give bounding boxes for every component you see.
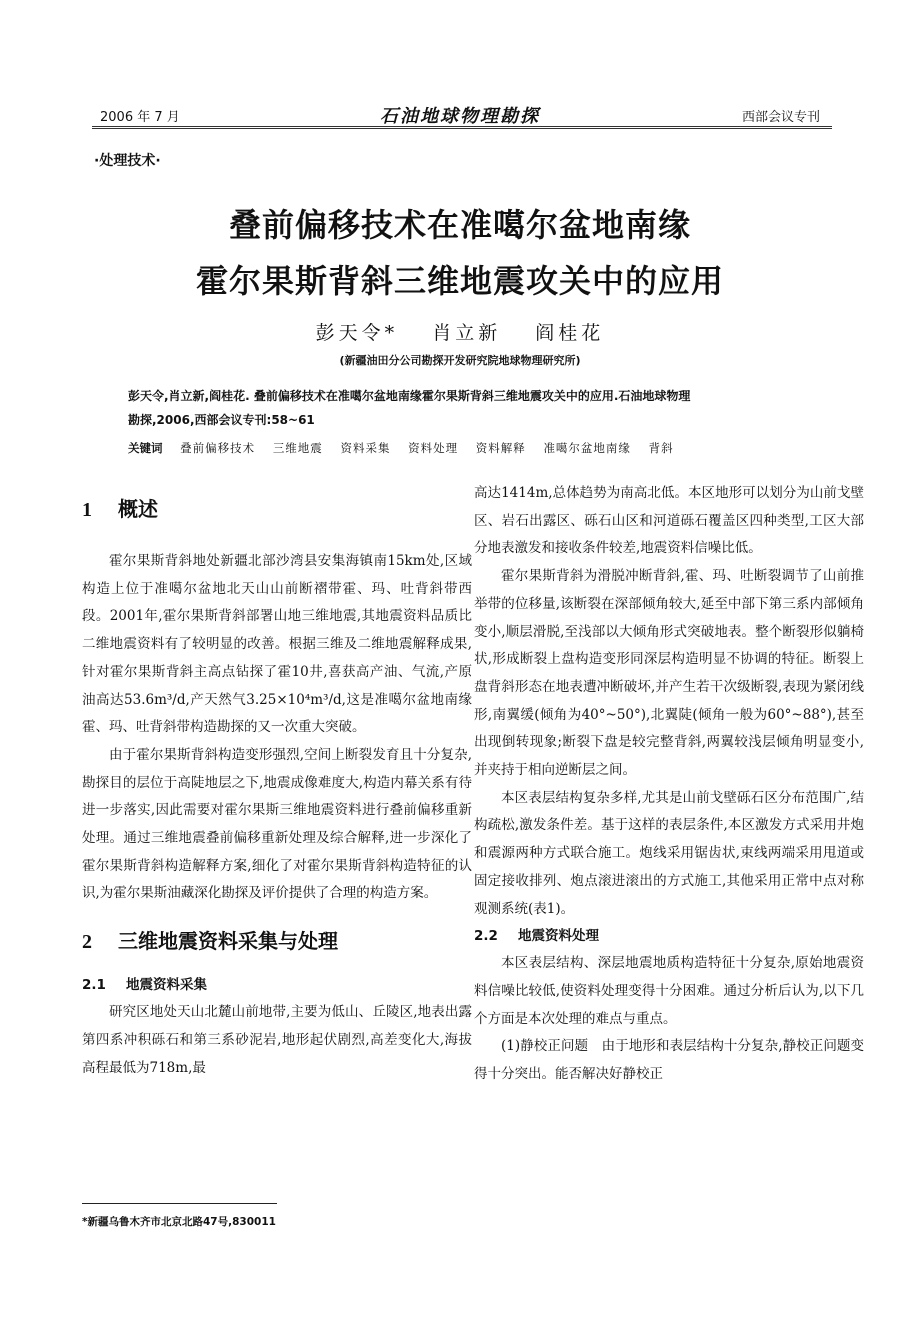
subsection-title: 地震资料采集 xyxy=(126,977,207,994)
subsection-heading-2-1 xyxy=(82,972,472,999)
keyword: 资料采集 xyxy=(340,441,391,455)
subsection-title: 地震资料处理 xyxy=(518,928,599,945)
author: 彭天令* xyxy=(315,322,399,344)
subsection-number: 2.1 xyxy=(82,977,106,994)
left-column xyxy=(82,494,472,1082)
body-paragraph: (1)静校正问题 由于地形和表层结构十分复杂,静校正问题变得十分突出。能否解决好静校正 xyxy=(474,1038,864,1083)
keywords-block xyxy=(128,440,808,456)
body-paragraph: 由于霍尔果斯背斜构造变形强烈,空间上断裂发育且十分复杂,勘探目的层位于高陡地层之下,地震成像难度大,构造内幕关系有待进一步落实,因此需要对霍尔果斯三维地震资料进行叠前偏移重新处理。通过三维地震叠前偏移重新处理及综合解释,进一步深化了霍尔果斯背斜构造解释方案,细化了对霍尔果斯背斜构造特征的认识,为霍尔果斯油藏深化勘探及评价提供了合理的构造方案。 xyxy=(82,746,472,902)
citation-block xyxy=(128,384,808,432)
column-tag: ·处理技术· xyxy=(94,153,161,169)
header-rule xyxy=(92,126,832,129)
section-title: 概述 xyxy=(118,497,158,521)
header-issue: 西部会议专刊 xyxy=(741,110,820,125)
keyword: 三维地震 xyxy=(272,441,323,455)
paper-title-line-1: 叠前偏移技术在准噶尔盆地南缘 xyxy=(228,206,691,244)
affiliation: (新疆油田分公司勘探开发研究院地球物理研究所) xyxy=(339,354,581,367)
author-list xyxy=(90,318,830,345)
running-header xyxy=(100,100,820,126)
body-paragraph: 本区表层结构复杂多样,尤其是山前戈壁砾石区分布范围广,结构疏松,激发条件差。基于这样的表层条件,本区激发方式采用井炮和震源两种方式联合施工。炮线采用锯齿状,束线两端采用甩道或固定接收排列、炮点滚进滚出的方式施工,其他采用正常中点对称观测系统(表1)。 xyxy=(474,789,864,917)
body-paragraph: 研究区地处天山北麓山前地带,主要为低山、丘陵区,地表出露第四系冲积砾石和第三系砂泥岩,地形起伏剧烈,高差变化大,海拔高程最低为718m,最 xyxy=(82,1004,472,1076)
footnote-rule xyxy=(82,1203,277,1204)
subsection-number: 2.2 xyxy=(474,928,498,945)
citation-line: 彭天令,肖立新,阎桂花. 叠前偏移技术在准噶尔盆地南缘霍尔果斯背斜三维地震攻关中的应用.石油地球物理 xyxy=(128,389,691,403)
citation-line: 勘探,2006,西部会议专刊:58~61 xyxy=(128,413,315,427)
header-date: 2006 年 7 月 xyxy=(100,110,180,125)
author: 肖立新 xyxy=(432,322,502,344)
paper-title-line-2: 霍尔果斯背斜三维地震攻关中的应用 xyxy=(195,262,724,300)
keyword: 背斜 xyxy=(648,441,674,455)
keyword: 准噶尔盆地南缘 xyxy=(543,441,631,455)
subsection-heading-2-2 xyxy=(474,923,864,950)
journal-name: 石油地球物理勘探 xyxy=(380,106,540,127)
keywords-label: 关键词 xyxy=(128,441,163,455)
body-paragraph: 霍尔果斯背斜为滑脱冲断背斜,霍、玛、吐断裂调节了山前推举带的位移量,该断裂在深部倾角较大,延至中部下第三系内部倾角变小,顺层滑脱,至浅部以大倾角形式突破地表。整个断裂形似躺椅状,形成断裂上盘构造变形同深层构造明显不协调的特征。断裂上盘背斜形态在地表遭冲断破坏,并产生若干次级断裂,表现为紧闭线形,南翼缓(倾角为40°~50°),北翼陡(倾角一般为60°~88°),甚至出现倒转现象;断裂下盘是较完整背斜,两翼较浅层倾角明显变小,并夹持于相向逆断层之间。 xyxy=(474,568,864,779)
keyword: 资料处理 xyxy=(408,441,459,455)
keyword: 资料解释 xyxy=(475,441,526,455)
body-paragraph: 霍尔果斯背斜地处新疆北部沙湾县安集海镇南15km处,区域构造上位于准噶尔盆地北天山山前断褶带霍、玛、吐背斜带西段。2001年,霍尔果斯背斜部署山地三维地震,其地震资料品质比二维地震资料有了较明显的改善。根据三维及二维地震解释成果,针对霍尔果斯背斜主高点钻探了霍10井,喜获高产油、气流,产原油高达53.6m³/d,产天然气3.25×10⁴m³/d,这是准噶尔盆地南缘霍、玛、吐背斜带构造勘探的又一次重大突破。 xyxy=(82,553,472,736)
section-heading-2 xyxy=(82,926,472,956)
section-heading-1 xyxy=(82,494,472,524)
author: 阎桂花 xyxy=(535,322,605,344)
section-number: 2 xyxy=(82,931,92,954)
keyword: 叠前偏移技术 xyxy=(180,441,256,455)
footnote: *新疆乌鲁木齐市北京北路47号,830011 xyxy=(82,1216,276,1228)
section-number: 1 xyxy=(82,499,92,521)
body-paragraph: 本区表层结构、深层地震地质构造特征十分复杂,原始地震资料信噪比较低,使资料处理变得十分困难。通过分析后认为,以下几个方面是本次处理的难点与重点。 xyxy=(474,955,864,1027)
body-paragraph-continued: 高达1414m,总体趋势为南高北低。本区地形可以划分为山前戈壁区、岩石出露区、砾石山区和河道砾石覆盖区四种类型,工区大部分地表激发和接收条件较差,地震资料信噪比低。 xyxy=(474,485,864,557)
section-title: 三维地震资料采集与处理 xyxy=(118,929,338,954)
right-column xyxy=(474,480,864,1089)
